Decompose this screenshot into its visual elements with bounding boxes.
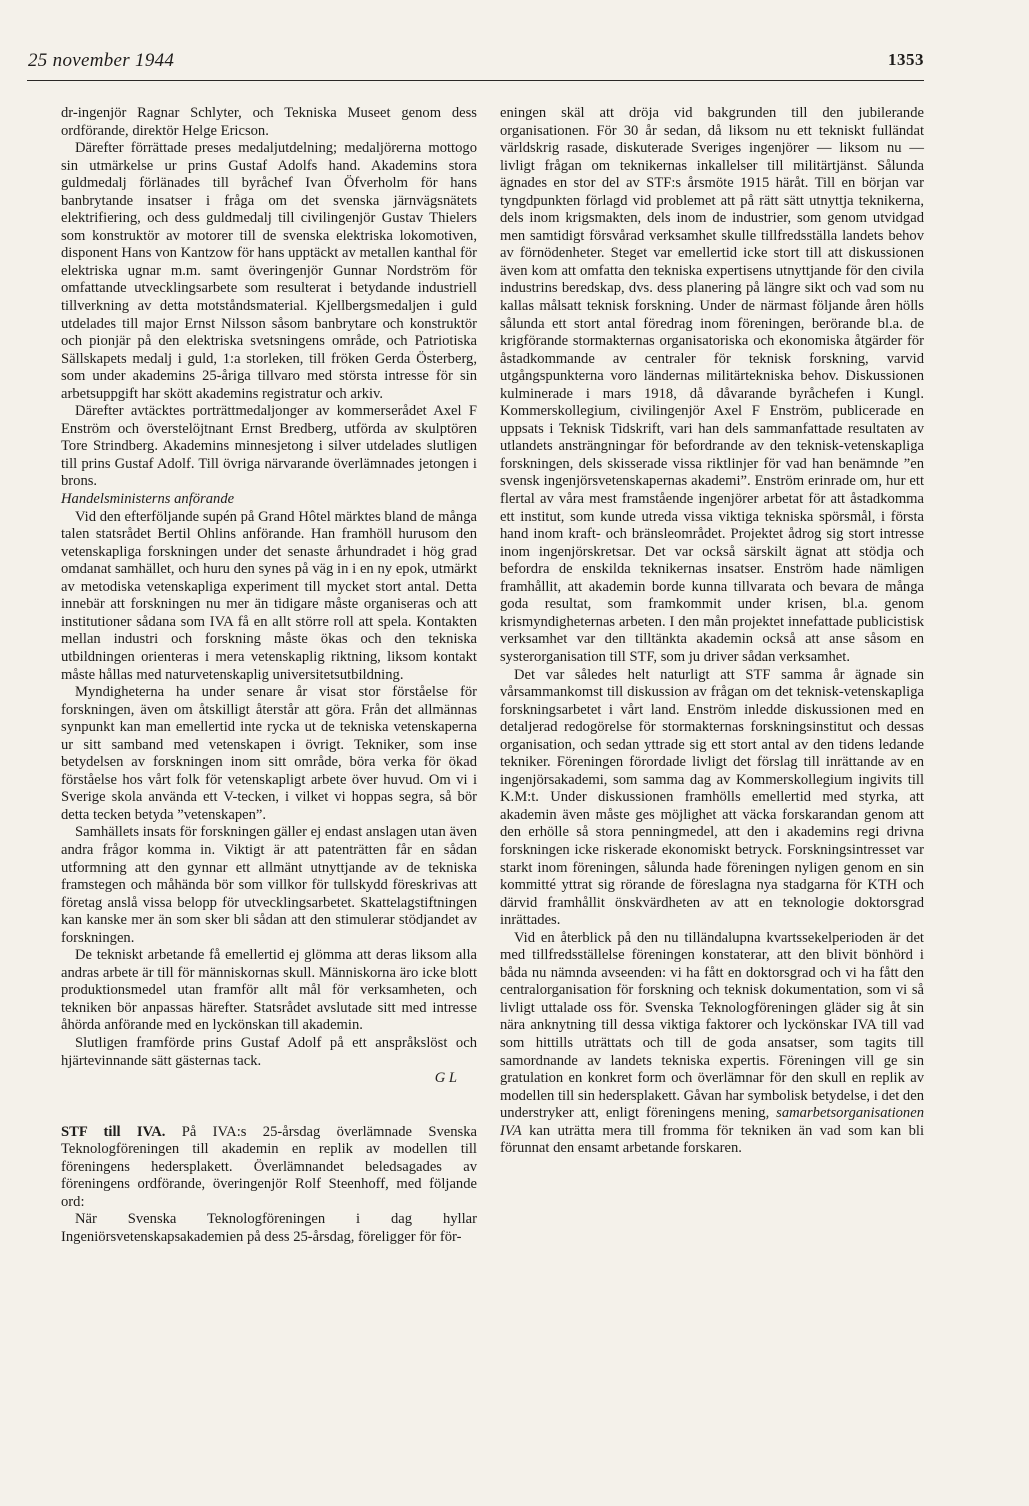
section-subheading: Handelsministerns anförande <box>61 491 235 508</box>
stf-heading: STF till IVA. <box>61 1123 166 1140</box>
issue-date: 25 november 1944 <box>28 50 175 71</box>
left-paragraph-6: Samhällets insats för forskningen gäller ej endast anslagen utan även andra frågor komma in. Viktigt är att patenträtten får en sådan utformning att den gynnar ett allmänt utnyttjande av de tekniska framstegen och måhända bör som villkor för tullskydd föreskrivas att företag anslå vissa belopp för utvecklingsarbetet. Skattelagstiftningen kan kanske mer än som sker bli sådan att den stimulerar stödjandet av forskningen. <box>61 824 477 946</box>
stf-paragraph <box>61 1124 477 1212</box>
left-paragraph-7: De tekniskt arbetande få emellertid ej glömma att deras liksom alla andras arbete är till för människornas skull. Människorna äro icke blott produktionsmedel utan framför allt mål för verksamheten, och tekniken bör anpassas härefter. Statsrådet avslutade sitt med intresse åhörda anförande med en lyckönskan till akademin. <box>61 947 477 1034</box>
right-paragraph-3 <box>500 930 924 1158</box>
right-paragraph-2: Det var således helt naturligt att STF samma år ägnade sin vårsammankomst till diskussion av frågan om det teknisk-vetenskapliga forskningsarbetet i vårt land. Enström inledde diskussionen med en detaljerad redogörelse för stormakternas forskningsinstitut och dessas organisation, och sedan yttrade sig ett stort antal av den tidens ledande tekniker. Föreningen förordade livligt det förslag till inrättande av en ingenjörsakademi, som samma dag av Kommerskollegium ingivits till K.M:t. Under diskussionen framhölls emellertid med styrka, att akademin även måste ges möjlighet att väcka forskarandan genom att den erhölle så stora penningmedel, att den i akademins regi drivna forskningen icke riskerade ekonomiskt betryck. Forskningsintresset var starkt inom föreningen, sålunda hade föreningen nyligen genom en sin kommitté yttrat sig rörande de föreslagna nya stadgarna för KTH och därvid framhållit önskvärdheten av att en teknologie doktorsgrad inrättades. <box>500 666 924 929</box>
left-column <box>61 105 477 1246</box>
right-paragraph-1: eningen skäl att dröja vid bakgrunden till den jubilerande organisationen. För 30 år sedan, då liksom nu ett tekniskt fulländat världskrig rasade, diskuterade Sveriges ingenjörer — liksom nu — livligt frågan om teknikernas inkallelser till militärtjänst. Sålunda ägnades en stor del av STF:s årsmöte 1915 häråt. Till en början var tyngdpunkten förlagd vid problemet att på rätt sätt utnyttja teknikerna, dels inom krigsmakten, dels inom de industrier, som genom utvidgad men samtidigt försvårad verksamhet skulle tillfredsställa landets behov av förnödenheter. Steget var emellertid icke stort till att diskussionen även kom att omfatta den tekniska expertisens utnyttjande för den civila industrins beredskap, dvs. dess planering på längre sikt och vad som nu kallas målsatt teknisk forskning. Under de närmast följande åren hölls sålunda ett stort antal föredrag inom föreningen, berörande bl.a. de krigförande stormakternas organisatoriska och ekonomiska åtgärder för åstadkommande av centraler för teknisk forskning, varvid utgångspunkterna voro ländernas militärtekniska behov. Diskussionen kulminerade i mars 1918, då dåvarande byråchefen i Kungl. Kommerskollegium, civilingenjör Axel F Enström, publicerade en uppsats i Teknisk Tidskrift, vari han dels sammanfattade resultaten av utlandets ansträngningar för befordrande av den teknisk-vetenskapliga forskningen, dels skisserade vissa riktlinjer för vad han benämnde ”en svensk ingenjörsvetenskapernas akademi”. Enström erinrade om, hur ett flertal av våra mest framstående ingenjörer arbetat för att åstadkomma ett institut, som kunde utreda vissa viktiga tekniska spörsmål, i första hand inom kraft- och bränsleområdet. Projektet ådrog sig stort intresse inom ingenjörskretsar. Det var också särskilt ägnat att stödja och befordra de enskilda teknikernas insatser. Enström hade nämligen framhållit, att akademin borde kunna tillvarata och bevara de många goda resultat, som framkommit under krisen, bl.a. genom krismyndigheternas arbeten. I den mån projektet innefattade publicistisk verksamhet var den tilltänkta akademin också att anse såsom en systerorganisation till STF, som ju driver sådan verksamhet. <box>500 105 924 665</box>
stf-section <box>61 1124 477 1247</box>
right-column <box>500 105 924 1158</box>
left-paragraph-8 <box>61 1035 477 1088</box>
header-rule <box>27 80 924 81</box>
emphasized-phrase: samarbetsorganisationen IVA <box>500 1105 924 1139</box>
author-signature: G L <box>434 1070 457 1087</box>
signature-line <box>61 1070 477 1088</box>
left-paragraph-1: dr-ingenjör Ragnar Schlyter, och Tekniska Museet genom dess ordförande, direktör Helge Ericson. <box>61 105 477 139</box>
running-head <box>28 46 924 80</box>
right-paragraph-3-text-a: Vid en återblick på den nu tilländalupna kvartssekelperioden är det med tillfredsställelse föreningen konstaterar, att den blivit bönhörd i båda nu nämnda avseenden: vi ha fått en doktorsgrad och vi ha fått den centralorganisation för forskning och teknisk dokumentation, som vi så livligt uttalade oss för. Svenska Teknologföreningen gläder sig åt sin nära anknytning till dessa viktiga faktorer och lyckönskar IVA till vad som hittills uträttats och till de goda ansatser, som tagits till samordnande av landets tekniska expertis. Föreningen vill ge sin gratulation en konkret form och överlämnar för den skull en replik av modellen till sin hedersplakett. Gåvan har symbolisk betydelse, i det den understryker att, enligt föreningens mening, <box>500 929 924 1122</box>
left-paragraph-3: Därefter avtäcktes porträttmedaljonger av kommerserådet Axel F Enström och överstelöjtnant Ernst Bredberg, utförda av skulptören Tore Strindberg. Akademins minnesjetong i silver utdelades slutligen till prins Gustaf Adolf. Till övriga närvarande överlämnades jetongen i brons. <box>61 403 477 490</box>
closing-text: Slutligen framförde prins Gustaf Adolf på ett anspråkslöst och hjärtevinnande sätt gästernas tack. <box>61 1034 477 1069</box>
left-paragraph-4: Vid den efterföljande supén på Grand Hôtel märktes bland de många talen statsrådet Bertil Ohlins anförande. Han framhöll hurusom den vetenskapliga forskningen under det senaste århundradet i hög grad omdanat samhället, och huru den synes på väg in i en ny epok, utmärkt av metodiska vetenskapliga experiment till mycket stort antal. Detta innebär att forskningen nu mer än tidigare måste organiseras och att institutioner sådana som IVA få en allt större roll att spela. Kontakten mellan industri och forskning måste ökas och den tekniska utbildningen orienteras i mera vetenskaplig riktning, liksom kontakt måste hållas med naturvetenskaplig universitetsutbildning. <box>61 508 477 683</box>
page-number: 1353 <box>888 50 924 69</box>
stf-text: På IVA:s 25-årsdag överlämnade Svenska Teknologföreningen till akademin en replik av modellen till föreningens hedersplakett. Överlämnandet beledsagades av föreningens ordförande, överingenjör Rolf Steenhoff, med följande ord: <box>61 1123 477 1210</box>
left-paragraph-9: När Svenska Teknologföreningen i dag hyllar Ingeniörsvetenskapsakademien på dess 25-årsdag, föreligger för för- <box>61 1211 477 1245</box>
right-paragraph-3-text-b: kan uträtta mera till fromma för tekniken än vad som kan bli förunnat den ensamt arbetande forskaren. <box>500 1122 924 1157</box>
left-paragraph-2: Därefter förrättade preses medaljutdelning; medaljörerna mottogo sin utmärkelse ur prins Gustaf Adolfs hand. Akademins stora guldmedalj förlänades till byråchef Ivan Öfverholm för hans banbrytande insatser i fråga om det svenska järnvägsnätets elektrifiering, och dess guldmedalj till civilingenjör Gustav Thielers som konstruktör av motorer till de svenska elektriska lokomotiven, disponent Hans von Kantzow för hans upptäckt av metallen kanthal för elektriska ugnar m.m. samt överingenjör Gunnar Nordström för omfattande utvecklingsarbete som resulterat i betydande industriell tillverkning av detta motståndsmaterial. Kjellbergsmedaljen i guld utdelades till major Ernst Nilsson såsom banbrytare och konstruktör och pionjär på den elektriska svetsningens område, och Patriotiska Sällskapets medalj i guld, 1:a storleken, till fröken Gerda Österberg, som under akademins 25-åriga tillvaro med största intresse för sin arbetsuppgift har skött akademins registratur och arkiv. <box>61 140 477 402</box>
left-paragraph-5: Myndigheterna ha under senare år visat stor förståelse för forskningen, även om åtskilligt återstår att göra. Från det allmännas synpunkt kan man emellertid inte rycka ut de tekniska vetenskaperna ur sitt samband med vetenskapen i övrigt. Tekniker, som inse betydelsen av forskningen inom sitt område, böra verka för ökad förståelse hos vårt folk för vetenskapligt arbete över huvud. Om vi i Sverige skola använda ett V-tecken, i vilket vi hoppas segra, så bör detta tecken betyda ”vetenskapen”. <box>61 684 477 823</box>
